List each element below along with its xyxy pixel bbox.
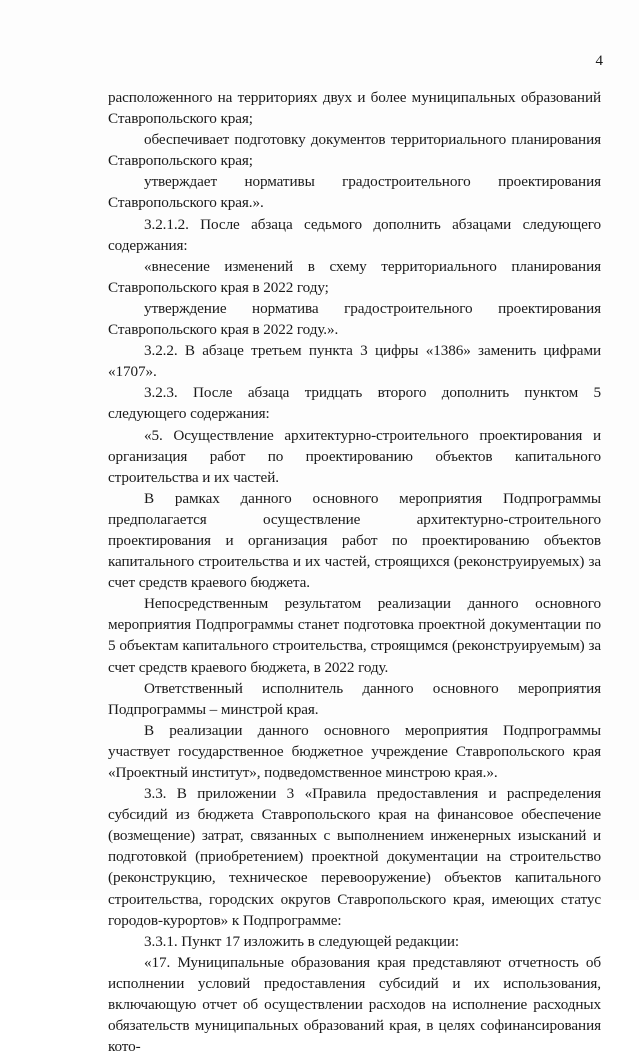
paragraph: 3.2.1.2. После абзаца седьмого дополнить абзацами следующего содержания:	[108, 215, 601, 254]
paragraph: 3.2.2. В абзаце третьем пункта 3 цифры «1386» заменить цифрами «1707».	[108, 342, 601, 381]
paragraph: расположенного на территориях двух и более муниципальных образований Ставропольского края;	[108, 89, 601, 128]
paragraph: В реализации данного основного мероприятия Подпрограммы участвует государственное бюджетное учреждение Ставропольского края «Проектный институт», подведомственное минстрою края.».	[108, 721, 601, 781]
paragraph: «5. Осуществление архитектурно-строительного проектирования и организация работ по проектированию объектов капитального строительства и их частей.	[108, 426, 601, 486]
paragraph: Ответственный исполнитель данного основного мероприятия Подпрограммы – минстрой края.	[108, 679, 601, 718]
paragraph: В рамках данного основного мероприятия Подпрограммы предполагается осуществление архитектурно-строительного проектирования и организация работ по проектированию объектов капитального строительства и их частей, строящихся (реконструируемых) за счет средств краевого бюджета.	[108, 489, 601, 592]
paragraph: утверждение норматива градостроительного проектирования Ставропольского края в 2022 году.».	[108, 299, 601, 339]
paragraph: 3.3. В приложении 3 «Правила предоставления и распределения субсидий из бюджета Ставропольского края на финансовое обеспечение (возмещение) затрат, связанных с выполнением инженерных изысканий и подготовкой (приобретением) проектной документации на строительство (реконструкцию, техническое перевооружение) объектов капитального строительства, городских округов Ставропольского края, имеющих статус городов-курортов» к Подпрограмме:	[108, 785, 601, 929]
paragraph: обеспечивает подготовку документов территориального планирования Ставропольского края;	[108, 131, 601, 170]
paragraph: утверждает нормативы градостроительного проектирования Ставропольского края.».	[108, 173, 601, 212]
paragraph: Непосредственным результатом реализации данного основного мероприятия Подпрограммы станет подготовка проектной документации по 5 объектам капитального строительства, строящимся (реконструируемым) за счет средств краевого бюджета, в 2022 году.	[108, 595, 601, 676]
page-number: 4	[595, 53, 603, 69]
paragraph: 3.2.3. После абзаца тридцать второго дополнить пунктом 5 следующего содержания:	[108, 384, 601, 423]
paragraph: «внесение изменений в схему территориального планирования Ставропольского края в 2022 году;	[108, 257, 601, 296]
paragraph: «17. Муниципальные образования края представляют отчетность об исполнении условий предоставления субсидий и их использования, включающую отчет об осуществлении расходов на исполнение расходных обязательств муниципальных образований края, в целях софинансирования кото-	[108, 953, 601, 1056]
document-body	[108, 87, 601, 1057]
paragraph: 3.3.1. Пункт 17 изложить в следующей редакции:	[144, 932, 459, 950]
